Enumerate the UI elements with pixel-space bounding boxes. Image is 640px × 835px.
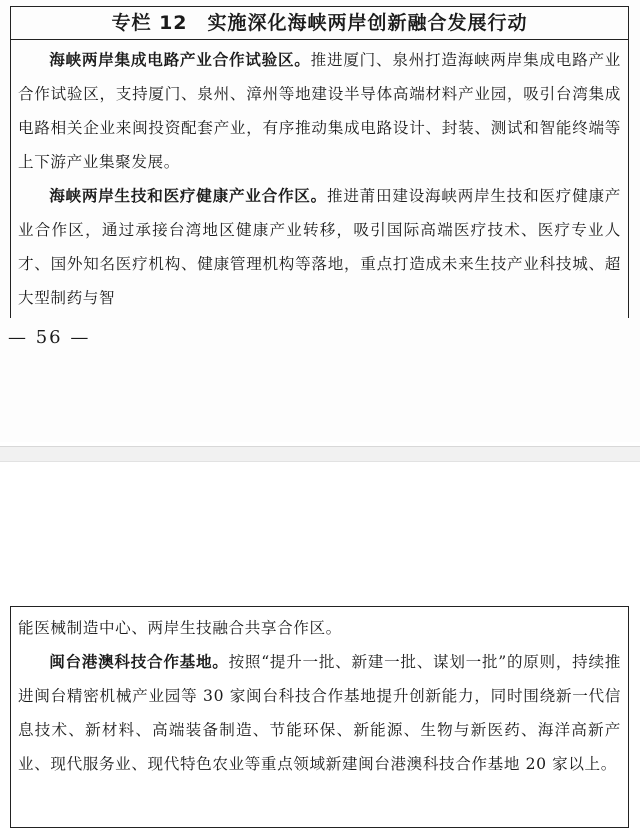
biotech-zone-heading: 海峡两岸生技和医疗健康产业合作区。 xyxy=(49,187,327,205)
box-body-top xyxy=(11,40,628,315)
box-title: 专栏 12 实施深化海峡两岸创新融合发展行动 xyxy=(11,7,628,40)
ic-zone-text: 推进厦门、泉州打造海峡两岸集成电路产业合作试验区，支持厦门、泉州、漳州等地建设半导体高端材料产业园，吸引台湾集成电路相关企业来闽投资配套产业，有序推动集成电路设计、封装、测试和智能终端等上下游产业集聚发展。 xyxy=(18,51,621,171)
page-number: — 56 — xyxy=(8,327,91,348)
paragraph-tech-base xyxy=(18,645,621,781)
ic-zone-heading: 海峡两岸集成电路产业合作试验区。 xyxy=(49,51,311,69)
column-box-top xyxy=(10,6,629,318)
tech-base-text: 按照“提升一批、新建一批、谋划一批”的原则，持续推进闽台精密机械产业园等 30 家闽台科技合作基地提升创新能力，同时围绕新一代信息技术、新材料、高端装备制造、节能环保、新能源、生物与新医药、海洋高新产业、现代服务业、现代特色农业等重点领域新建闽台港澳科技合作基地 20 家以上。 xyxy=(18,653,621,773)
column-box-bottom xyxy=(10,606,629,828)
tech-base-heading: 闽台港澳科技合作基地。 xyxy=(49,653,229,671)
paragraph-ic-zone xyxy=(18,43,621,179)
box-body-bottom xyxy=(11,607,628,781)
paragraph-biotech-zone xyxy=(18,179,621,315)
biotech-zone-text: 推进莆田建设海峡两岸生技和医疗健康产业合作区，通过承接台湾地区健康产业转移，吸引国际高端医疗技术、医疗专业人才、国外知名医疗机构、健康管理机构等落地，重点打造成未来生技产业科技城、超大型制药与智 xyxy=(18,187,621,307)
paragraph-continuation: 能医械制造中心、两岸生技融合共享合作区。 xyxy=(18,619,342,637)
page-separator xyxy=(0,446,640,462)
